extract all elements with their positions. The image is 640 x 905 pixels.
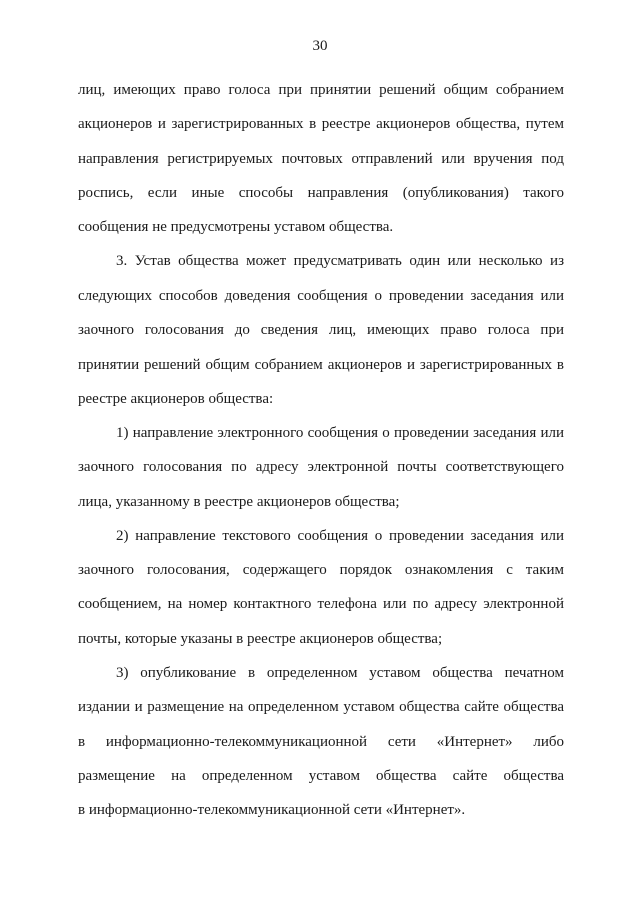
text-line: издании и размещение на определенном уставом общества сайте общества [78, 699, 564, 715]
text-line: реестре акционеров общества: [78, 391, 274, 407]
text-line: заочного голосования до сведения лиц, имеющих право голоса при [78, 322, 564, 338]
text-line: следующих способов доведения сообщения о проведении заседания или [78, 288, 564, 304]
text-line: сообщением, на номер контактного телефона или по адресу электронной [78, 596, 564, 612]
text-line: направления регистрируемых почтовых отправлений или вручения под [78, 151, 564, 167]
text-line: 3. Устав общества может предусматривать один или несколько из [116, 253, 564, 269]
text-line: заочного голосования, содержащего порядок ознакомления с таким [78, 562, 564, 578]
page-number: 30 [312, 38, 328, 54]
text-line: в информационно-телекоммуникационной сети «Интернет» либо [78, 734, 564, 750]
text-line: размещение на определенном уставом общества сайте общества [78, 768, 564, 784]
text-line: акционеров и зарегистрированных в реестре акционеров общества, путем [78, 116, 564, 132]
text-line: лиц, имеющих право голоса при принятии решений общим собранием [78, 82, 564, 98]
text-line: 1) направление электронного сообщения о проведении заседания или [116, 425, 564, 441]
text-line: лица, указанному в реестре акционеров общества; [78, 494, 400, 510]
text-line: 2) направление текстового сообщения о проведении заседания или [116, 528, 564, 544]
text-line: принятии решений общим собранием акционеров и зарегистрированных в [78, 357, 564, 373]
text-line: роспись, если иные способы направления (опубликования) такого [78, 185, 564, 201]
text-line: почты, которые указаны в реестре акционеров общества; [78, 631, 443, 647]
text-line: сообщения не предусмотрены уставом общества. [78, 219, 394, 235]
text-line: в информационно-телекоммуникационной сети «Интернет». [78, 802, 466, 818]
text-line: 3) опубликование в определенном уставом общества печатном [116, 665, 564, 681]
text-line: заочного голосования по адресу электронной почты соответствующего [78, 459, 564, 475]
